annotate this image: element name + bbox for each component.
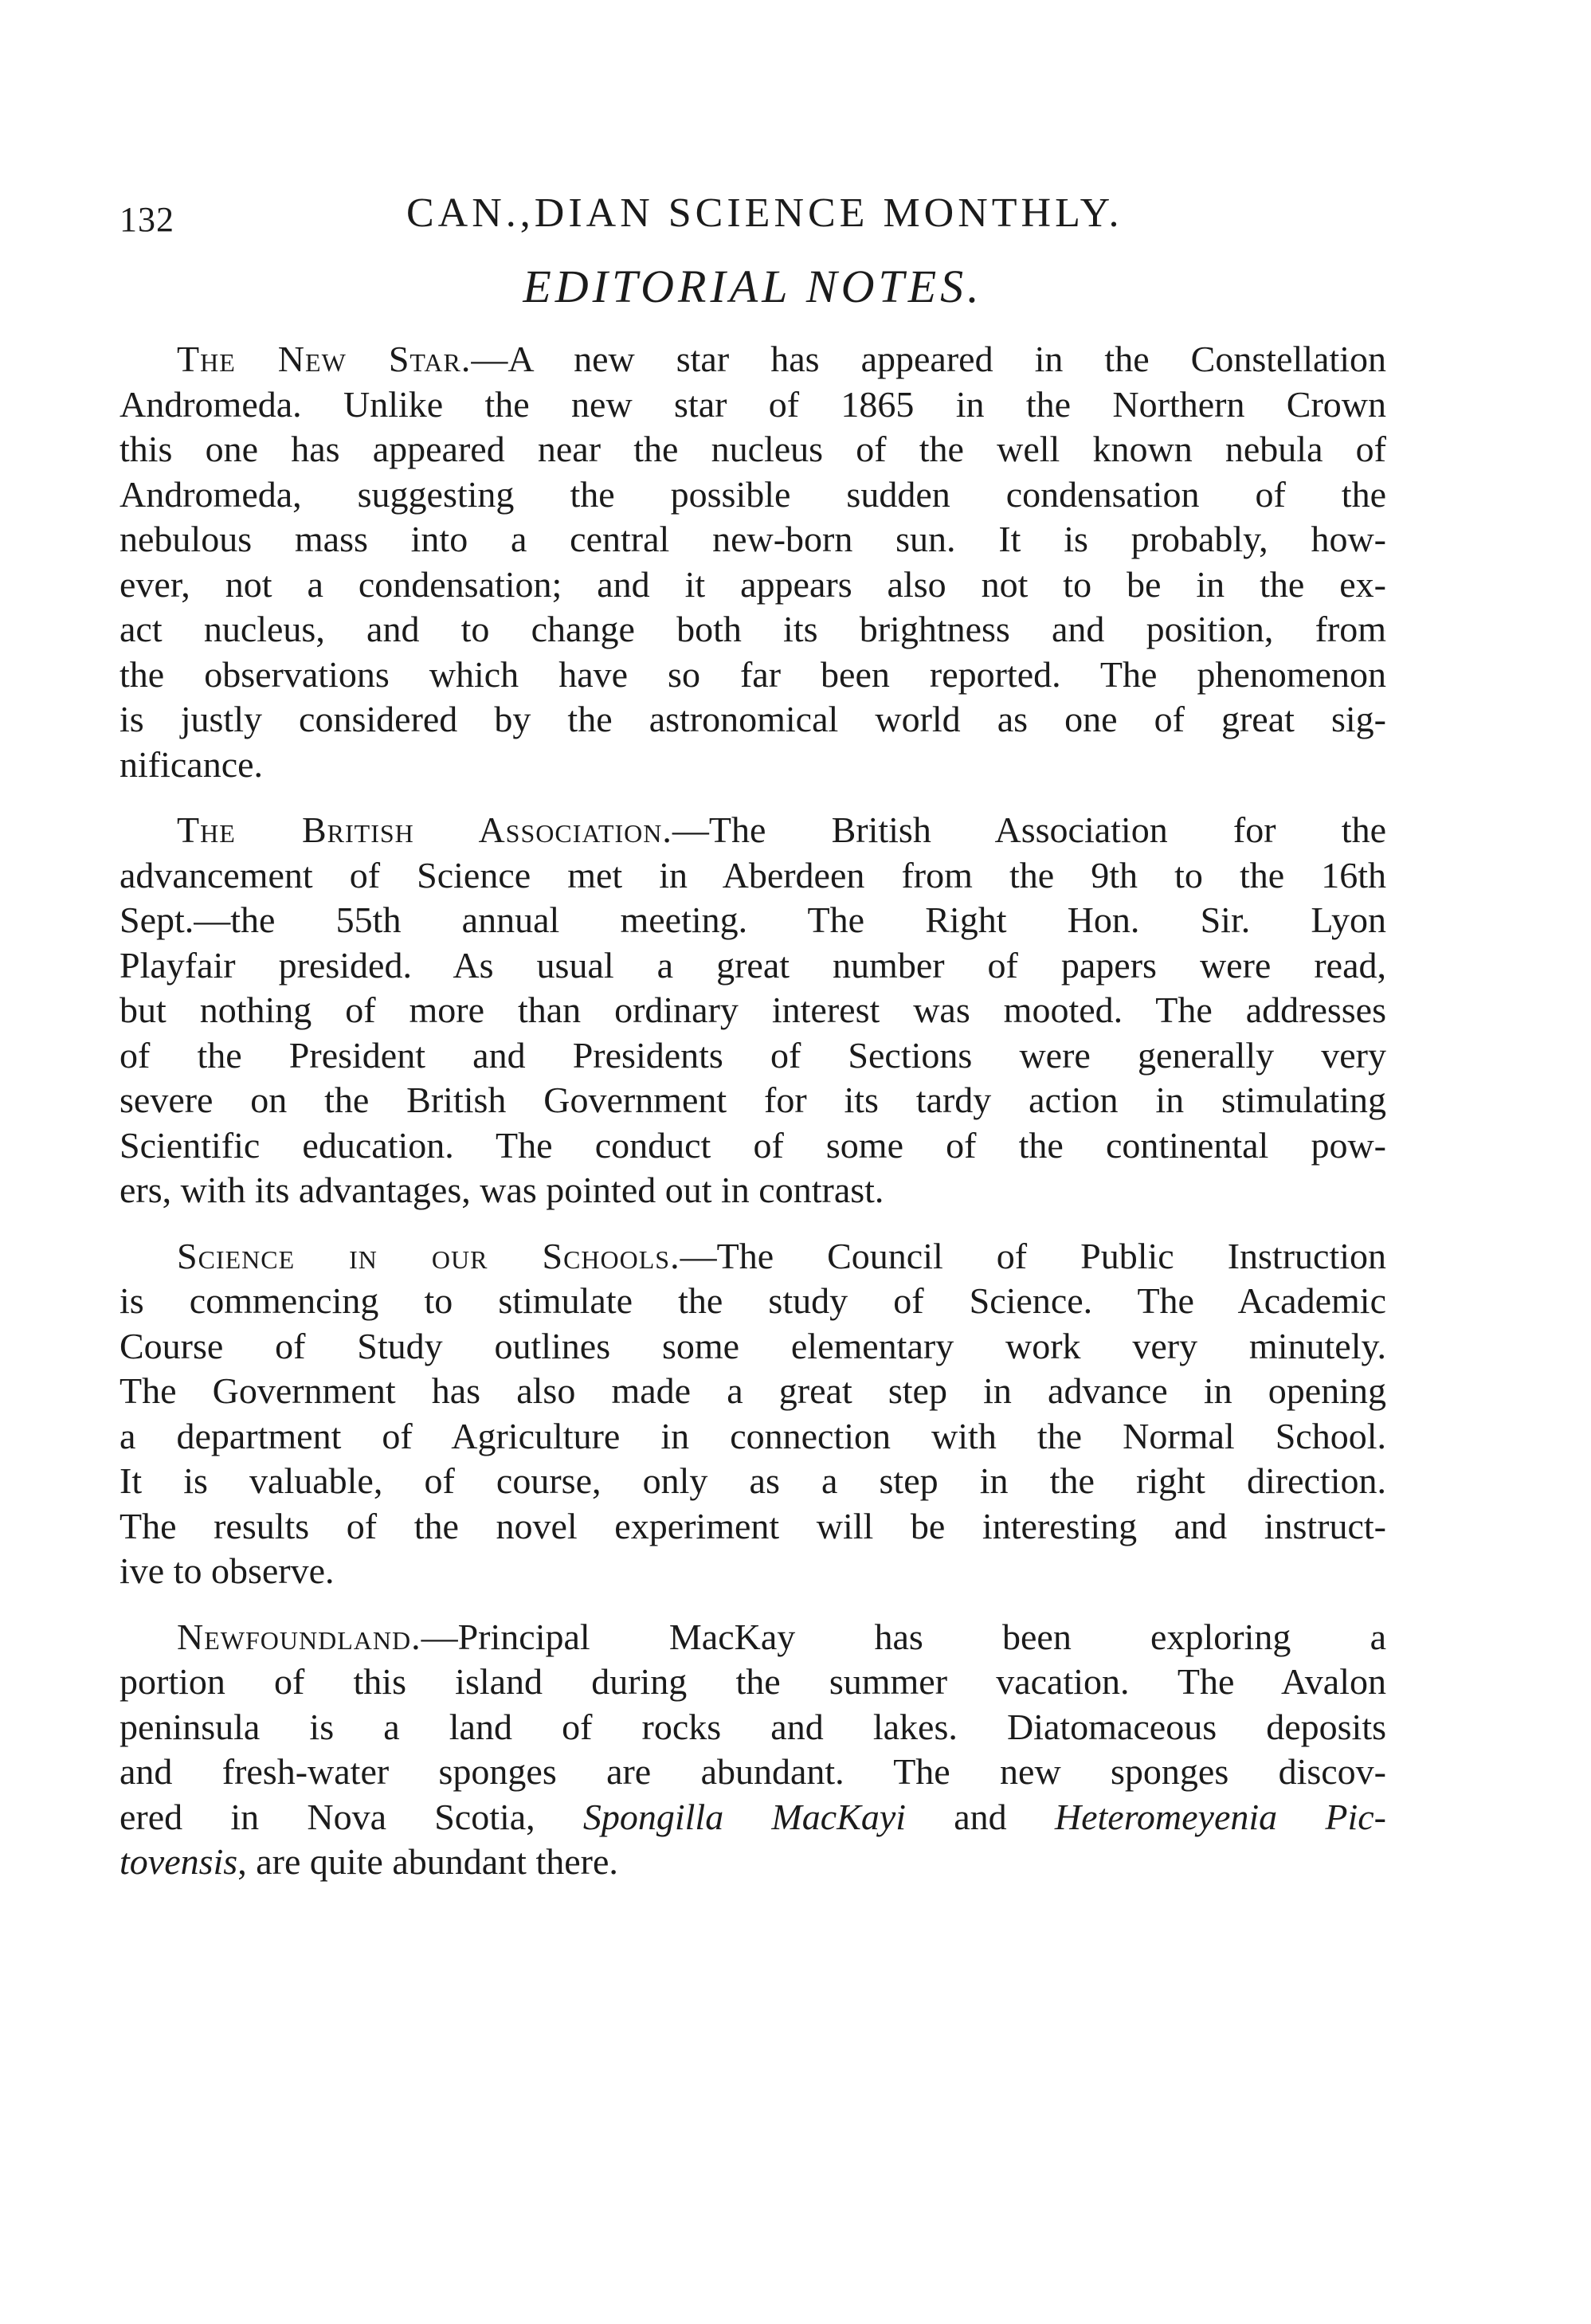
paragraph-first-line [120, 1234, 1386, 1280]
first-line-text: —The British Association for the [672, 809, 1386, 850]
article-newfoundland [120, 1615, 1386, 1885]
article-heading: The British Association. [177, 809, 672, 850]
species-name: tovensis [120, 1841, 238, 1882]
text-line: peninsula is a land of rocks and lakes. Diatomaceous deposits [120, 1706, 1386, 1747]
text-line: Andromeda, suggesting the possible sudden condensation of the [120, 473, 1386, 515]
text-fragment: ered in Nova Scotia, [120, 1796, 583, 1837]
paragraph-first-line [120, 1615, 1386, 1660]
text-fragment: , are quite abundant there. [237, 1841, 618, 1882]
text-fragment: and [906, 1796, 1055, 1837]
species-name: Heteromeyenia Pic- [1054, 1796, 1386, 1837]
text-line: portion of this island during the summer vacation. The Avalon [120, 1661, 1386, 1702]
text-line: but nothing of more than ordinary interest was mooted. The addresses [120, 990, 1386, 1030]
text-line: Playfair presided. As usual a great number of papers were read, [120, 944, 1386, 986]
paragraph-first-line [120, 337, 1386, 382]
article-heading: Science in our Schools. [177, 1235, 680, 1276]
text-line: of the President and Presidents of Sections were generally very [120, 1034, 1386, 1076]
text-line: Scientific education. The conduct of some of the continental pow- [120, 1124, 1386, 1166]
species-name: Spongilla MacKayi [582, 1796, 907, 1837]
running-head: CAN.,DIAN SCIENCE MONTHLY. [406, 190, 1123, 236]
article-heading: Newfoundland. [177, 1616, 421, 1657]
text-line: is commencing to stimulate the study of Science. The Academic [120, 1280, 1386, 1321]
first-line-text: —The Council of Public Instruction [680, 1235, 1386, 1276]
text-line: severe on the British Government for its tardy action in stimulating [120, 1080, 1386, 1120]
article-science-in-schools [120, 1234, 1386, 1594]
text-line: nebulous mass into a central new-born sun. It is probably, how- [120, 519, 1386, 559]
first-line-text: —A new star has appeared in the Constellation [471, 339, 1386, 379]
text-line: act nucleus, and to change both its brightness and position, from [120, 609, 1386, 649]
text-line-with-species [120, 1795, 1386, 1840]
page-number: 132 [120, 200, 174, 239]
text-line: Andromeda. Unlike the new star of 1865 in the Northern Crown [120, 383, 1386, 425]
article-british-association [120, 808, 1386, 1213]
text-line: The Government has also made a great step in advance in opening [120, 1370, 1386, 1411]
article-heading: The New Star. [177, 339, 472, 379]
page-header [120, 182, 1386, 253]
document-page [120, 182, 1386, 1906]
text-line: nificance. [120, 743, 264, 785]
text-line: the observations which have so far been reported. The phenomenon [120, 653, 1386, 695]
text-line-final [120, 1840, 1386, 1885]
text-line: Course of Study outlines some elementary work very minutely. [120, 1325, 1386, 1366]
text-line: The results of the novel experiment will be interesting and instruct- [120, 1505, 1386, 1546]
paragraph-first-line [120, 808, 1386, 853]
text-line: is justly considered by the astronomical world as one of great sig- [120, 699, 1386, 739]
text-line: ers, with its advantages, was pointed out in contrast. [120, 1170, 884, 1210]
text-line: a department of Agriculture in connection with the Normal School. [120, 1415, 1386, 1456]
text-line: ever, not a condensation; and it appears also not to be in the ex- [120, 563, 1386, 605]
text-line: It is valuable, of course, only as a step in the right direction. [120, 1460, 1386, 1501]
text-line: ive to observe. [120, 1550, 335, 1591]
first-line-text: —Principal MacKay has been exploring a [421, 1616, 1386, 1657]
article-new-star [120, 337, 1386, 787]
text-line: this one has appeared near the nucleus of the well known nebula of [120, 429, 1386, 469]
text-line: advancement of Science met in Aberdeen from the 9th to the 16th [120, 854, 1386, 896]
text-line: and fresh-water sponges are abundant. The new sponges discov- [120, 1751, 1386, 1792]
text-line: Sept.—the 55th annual meeting. The Right Hon. Sir. Lyon [120, 899, 1386, 940]
section-title: EDITORIAL NOTES. [523, 261, 983, 312]
